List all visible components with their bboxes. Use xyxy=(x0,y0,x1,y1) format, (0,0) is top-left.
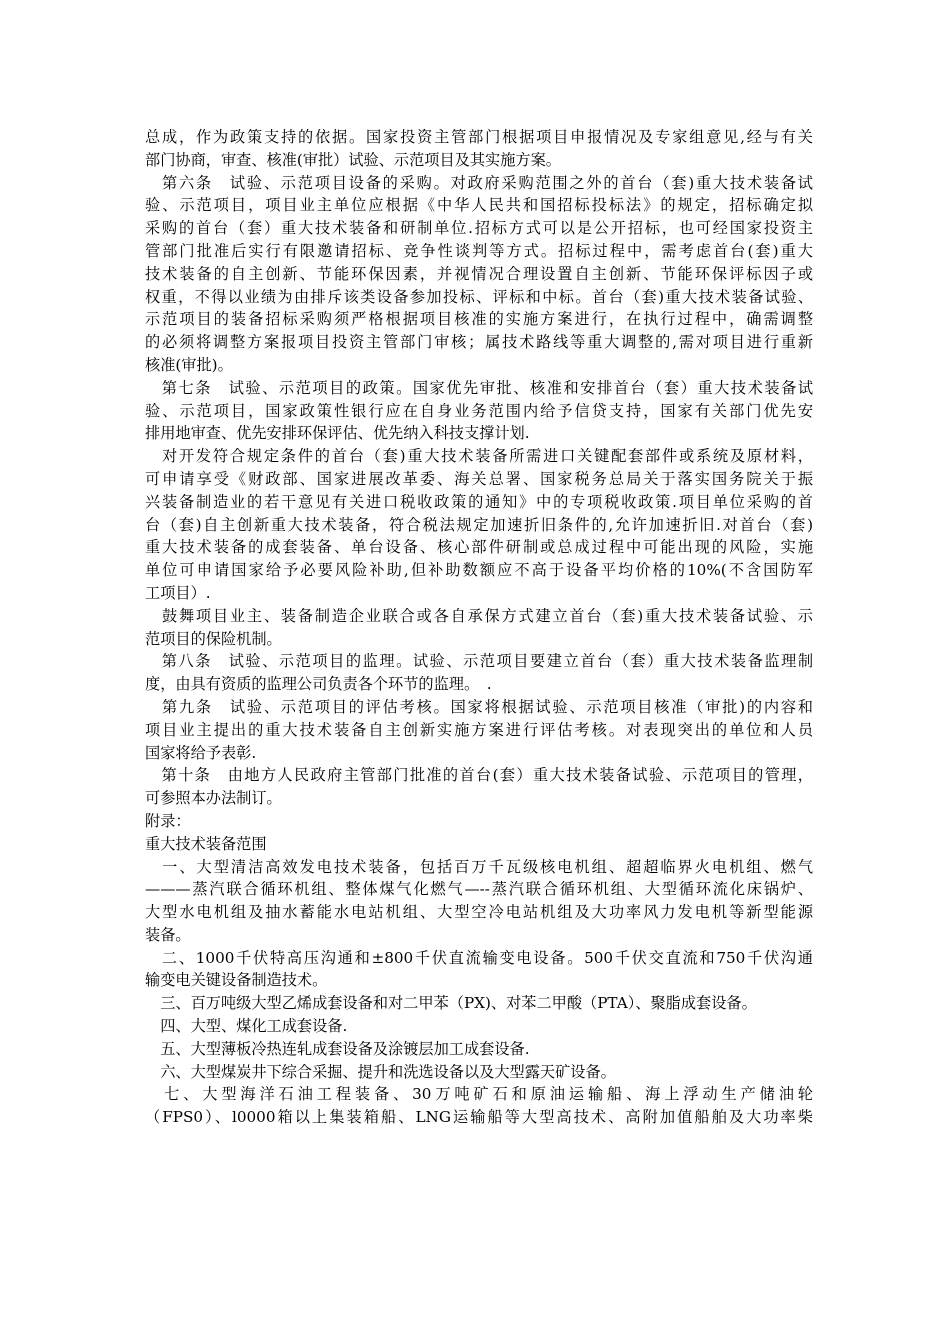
text-line: 第六条 试验、示范项目设备的采购。对政府采购范围之外的首台（套)重大技术装备试 xyxy=(145,173,813,192)
appendix-label: 附录： xyxy=(145,811,191,830)
text-line: 核准(审批)。 xyxy=(145,355,233,374)
text-line: 第八条 试验、示范项目的监理。试验、示范项目要建立首台（套）重大技术装备监理制 xyxy=(145,652,813,671)
text-line: 权重，不得以业绩为由排斥该类设备参加投标、评标和中标。首台（套)重大技术装备试验、 xyxy=(145,287,813,306)
text-line: 示范项目的装备招标采购须严格根据项目核准的实施方案进行，在执行过程中，确需调整 xyxy=(145,310,813,329)
text-line: 二、1000千伏特高压沟通和±800千伏直流输变电设备。500千伏交直流和750千伏沟通 xyxy=(145,948,813,967)
text-line: 度，由具有资质的监理公司负责各个环节的监理。 . xyxy=(145,675,492,694)
text-line: 验、示范项目，项目业主单位应根据《中华人民共和国招标投标法》的规定，招标确定拟 xyxy=(145,196,813,215)
text-line: 输变电关键设备制造技术。 xyxy=(145,971,328,990)
text-line: 项目业主提出的重大技术装备自主创新实施方案进行评估考核。对表现突出的单位和人员 xyxy=(145,720,813,739)
text-line: （FPS0）、l0000箱以上集装箱船、LNG运输船等大型高技术、高附加值船舶及大功率柴 xyxy=(145,1108,813,1127)
text-line: 六、大型煤炭井下综合采掘、提升和洗选设备以及大型露天矿设备。 xyxy=(145,1062,616,1081)
text-line: 第十条 由地方人民政府主管部门批准的首台(套）重大技术装备试验、示范项目的管理， xyxy=(145,766,813,785)
text-line: 范项目的保险机制。 xyxy=(145,629,282,648)
text-line: 第七条 试验、示范项目的政策。国家优先审批、核准和安排首台（套）重大技术装备试 xyxy=(145,378,813,397)
text-line: 总成，作为政策支持的依据。国家投资主管部门根据项目申报情况及专家组意见,经与有关 xyxy=(145,128,813,146)
document-page xyxy=(145,126,813,1129)
text-line: 国家将给予表彰. xyxy=(145,743,257,762)
text-line: 兴装备制造业的若干意见有关进口税收政策的通知》中的专项税收政策.项目单位采购的首 xyxy=(145,492,813,511)
text-line: 验、示范项目，国家政策性银行应在自身业务范围内给予信贷支持，国家有关部门优先安 xyxy=(145,401,813,420)
text-line: 对开发符合规定条件的首台（套)重大技术装备所需进口关键配套部件或系统及原材料， xyxy=(145,447,813,466)
text-line: 台（套)自主创新重大技术装备，符合税法规定加速折旧条件的,允许加速折旧.对首台（套) xyxy=(145,515,813,534)
text-line: 重大技术装备的成套装备、单台设备、核心部件研制或总成过程中可能出现的风险，实施 xyxy=(145,538,813,557)
text-line: 管部门批准后实行有限邀请招标、竞争性谈判等方式。招标过程中，需考虑首台(套)重大 xyxy=(145,241,813,260)
text-line: 工项目）. xyxy=(145,583,211,602)
text-line: 大型水电机组及抽水蓄能水电站机组、大型空冷电站机组及大功率风力发电机等新型能源 xyxy=(145,903,813,922)
text-line: 鼓舞项目业主、装备制造企业联合或各自承保方式建立首台（套)重大技术装备试验、示 xyxy=(145,606,813,625)
text-line: 可参照本办法制订。 xyxy=(145,789,282,808)
text-line: 采购的首台（套）重大技术装备和研制单位.招标方式可以是公开招标，也可经国家投资主 xyxy=(145,219,813,238)
text-line: 可申请享受《财政部、国家进展改革委、海关总署、国家税务总局关于落实国务院关于振 xyxy=(145,469,813,488)
text-line: 单位可申请国家给予必要风险补助,但补助数额应不高于设备平均价格的10%(不含国防军 xyxy=(145,561,813,580)
text-line: 五、大型薄板冷热连轧成套设备及涂镀层加工成套设备. xyxy=(145,1039,530,1058)
text-line: ———蒸汽联合循环机组、整体煤气化燃气—--蒸汽联合循环机组、大型循环流化床锅炉、 xyxy=(145,880,813,899)
text-line: 第九条 试验、示范项目的评估考核。国家将根据试验、示范项目核准（审批)的内容和 xyxy=(145,697,813,716)
text-line: 七、大型海洋石油工程装备、30万吨矿石和原油运输船、海上浮动生产储油轮 xyxy=(145,1085,813,1104)
appendix-heading: 重大技术装备范围 xyxy=(145,834,267,853)
text-line: 装备。 xyxy=(145,925,191,944)
text-line: 一、大型清洁高效发电技术装备，包括百万千瓦级核电机组、超超临界火电机组、燃气 xyxy=(145,857,813,876)
text-line: 技术装备的自主创新、节能环保因素，并视情况合理设置自主创新、节能环保评标因子或 xyxy=(145,264,813,283)
text-line: 部门协商，审查、核准(审批）试验、示范项目及其实施方案。 xyxy=(145,150,561,169)
text-line: 四、大型、煤化工成套设备. xyxy=(145,1017,348,1036)
text-line: 排用地审查、优先安排环保评估、优先纳入科技支撑计划. xyxy=(145,424,530,443)
text-line: 的必须将调整方案报项目投资主管部门审核；属技术路线等重大调整的,需对项目进行重新 xyxy=(145,333,813,352)
text-line: 三、百万吨级大型乙烯成套设备和对二甲苯（PX)、对苯二甲酸（PTA）、聚脂成套设备。 xyxy=(145,994,757,1013)
